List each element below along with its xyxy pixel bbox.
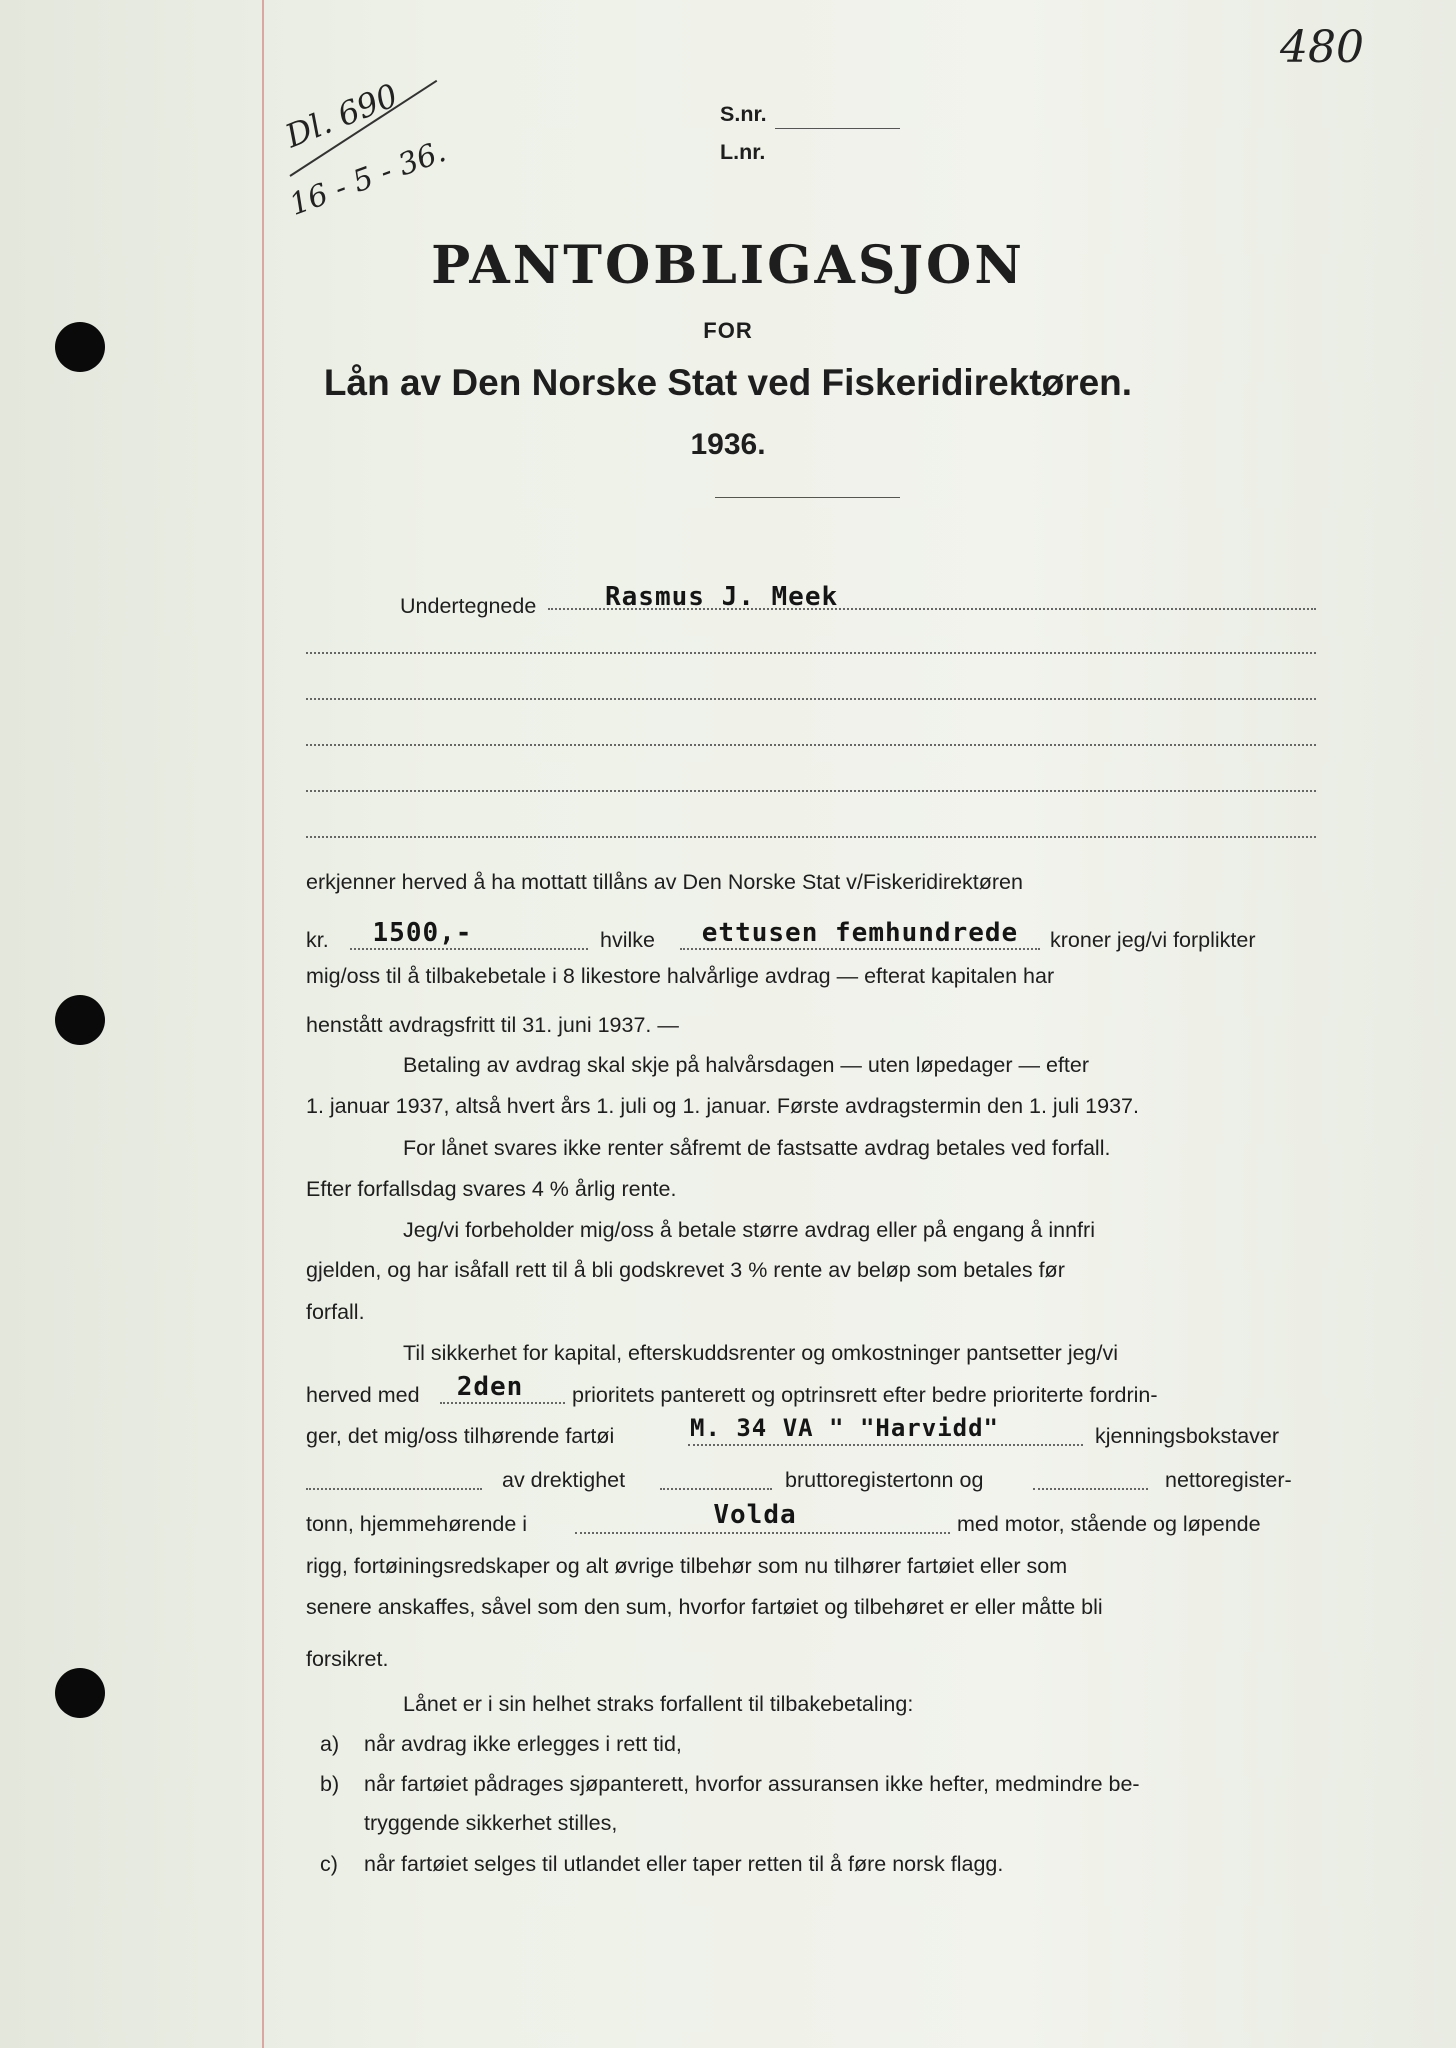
- blank-line: [306, 836, 1316, 838]
- body-line: [306, 962, 1316, 990]
- body-line: Til sikkerhet for kapital, efterskuddsrenter og omkostninger pantsetter jeg/vi: [403, 1341, 1119, 1365]
- blank-field: [1033, 1488, 1148, 1490]
- body-line: forsikret.: [306, 1647, 389, 1671]
- blank-line: [306, 652, 1316, 654]
- body-line: Betaling av avdrag skal skje på halvårsdagen — uten løpedager — efter: [403, 1053, 1090, 1077]
- document-title: PANTOBLIGASJON: [431, 235, 1025, 296]
- borrower-name: Rasmus J. Meek: [605, 582, 839, 612]
- item-text: når fartøiet selges til utlandet eller taper retten til å føre norsk flagg.: [364, 1852, 1004, 1876]
- herved-med-label: herved med: [306, 1383, 420, 1407]
- body-line: 1. januar 1937, altså hvert års 1. juli og 1. januar. Første avdragstermin den 1. juli 1937.: [306, 1094, 1139, 1118]
- document-year: 1936.: [690, 428, 766, 461]
- punch-hole: [55, 1668, 105, 1718]
- kroner-text: kroner jeg/vi forplikter: [1050, 928, 1256, 952]
- blank-line: [306, 698, 1316, 700]
- text: erkjenner herved å ha mottatt tillåns av Den Norske Stat v/Fiskeridirektøren: [306, 870, 1023, 894]
- punch-hole: [55, 995, 105, 1045]
- body-line: ger, det mig/oss tilhørende fartøi: [306, 1424, 615, 1448]
- item-text: når avdrag ikke erlegges i rett tid,: [364, 1732, 682, 1756]
- body-line: Lånet er i sin helhet straks forfallent til tilbakebetaling:: [403, 1692, 914, 1716]
- kjenning-label: kjenningsbokstaver: [1095, 1424, 1280, 1448]
- for-label: FOR: [703, 318, 753, 343]
- item-text: tryggende sikkerhet stilles,: [364, 1811, 618, 1835]
- netto-label: nettoregister-: [1165, 1468, 1292, 1492]
- text: rigg, fortøiningsredskaper og alt øvrige tilbehør som nu tilhører fartøiet eller som: [306, 1554, 1068, 1578]
- text: senere anskaffes, såvel som den sum, hvorfor fartøiet og tilbehøret er eller måtte bli: [306, 1595, 1103, 1619]
- vessel-registration: M. 34 VA " "Harvidd": [690, 1414, 999, 1442]
- item-text: når fartøiet pådrages sjøpanterett, hvorfor assuransen ikke hefter, medmindre be-: [364, 1772, 1140, 1796]
- document-subtitle: Lån av Den Norske Stat ved Fiskeridirektøren.: [323, 362, 1133, 403]
- amount-dotline: [350, 948, 588, 950]
- item-label: a): [320, 1732, 340, 1756]
- body-line: For lånet svares ikke renter såfremt de fastsatte avdrag betales ved forfall.: [403, 1136, 1111, 1160]
- blank-line: [306, 790, 1316, 792]
- amount-in-words: ettusen femhundrede: [701, 918, 1019, 948]
- item-label: c): [320, 1852, 338, 1876]
- item-label: b): [320, 1772, 340, 1796]
- body-line: henstått avdragsfritt til 31. juni 1937. —: [306, 1013, 679, 1037]
- hvilke-label: hvilke: [600, 928, 655, 952]
- text: mig/oss til å tilbakebetale i 8 likestore halvårlige avdrag — efterat kapitalen har: [306, 964, 1055, 988]
- margin-rule: [262, 0, 264, 2048]
- tonn-label: tonn, hjemmehørende i: [306, 1512, 528, 1536]
- body-line: forfall.: [306, 1300, 365, 1324]
- blank-field: [306, 1488, 482, 1490]
- margin-note-line2: 16 - 5 - 36.: [285, 134, 451, 223]
- priority-dotline: [440, 1402, 565, 1404]
- body-line: [306, 868, 1316, 896]
- med-motor-text: med motor, stående og løpende: [957, 1512, 1261, 1536]
- loan-amount: 1500,-: [372, 918, 473, 948]
- snr-line: [775, 128, 900, 129]
- blank-line: [306, 744, 1316, 746]
- year-underline: [715, 497, 900, 498]
- blank-field: [660, 1488, 772, 1490]
- body-line: prioritets panterett og optrinsrett efter bedre prioriterte fordrin-: [572, 1383, 1158, 1407]
- page-number: 480: [1280, 22, 1364, 73]
- undertegnede-label: Undertegnede: [400, 594, 537, 618]
- margin-note-line1: Dl. 690: [280, 76, 404, 156]
- priority-value: 2den: [456, 1372, 524, 1402]
- body-line: gjelden, og har isåfall rett til å bli godskrevet 3 % rente av beløp som betales før: [306, 1258, 1065, 1282]
- body-line: Efter forfallsdag svares 4 % årlig rente.: [306, 1177, 677, 1201]
- vessel-dotline: [688, 1444, 1083, 1446]
- home-port-dotline: [575, 1532, 950, 1534]
- home-port: Volda: [713, 1500, 797, 1530]
- snr-label: S.nr.: [720, 102, 767, 126]
- body-line: Jeg/vi forbeholder mig/oss å betale større avdrag eller på engang å innfri: [403, 1218, 1095, 1242]
- av-drektighet-label: av drektighet: [502, 1468, 626, 1492]
- lnr-label: L.nr.: [720, 140, 766, 164]
- amount-words-dotline: [680, 948, 1040, 950]
- body-line: [306, 1593, 1316, 1621]
- body-line: [306, 1552, 1316, 1580]
- kr-label: kr.: [306, 928, 329, 952]
- brutto-label: bruttoregistertonn og: [785, 1468, 984, 1492]
